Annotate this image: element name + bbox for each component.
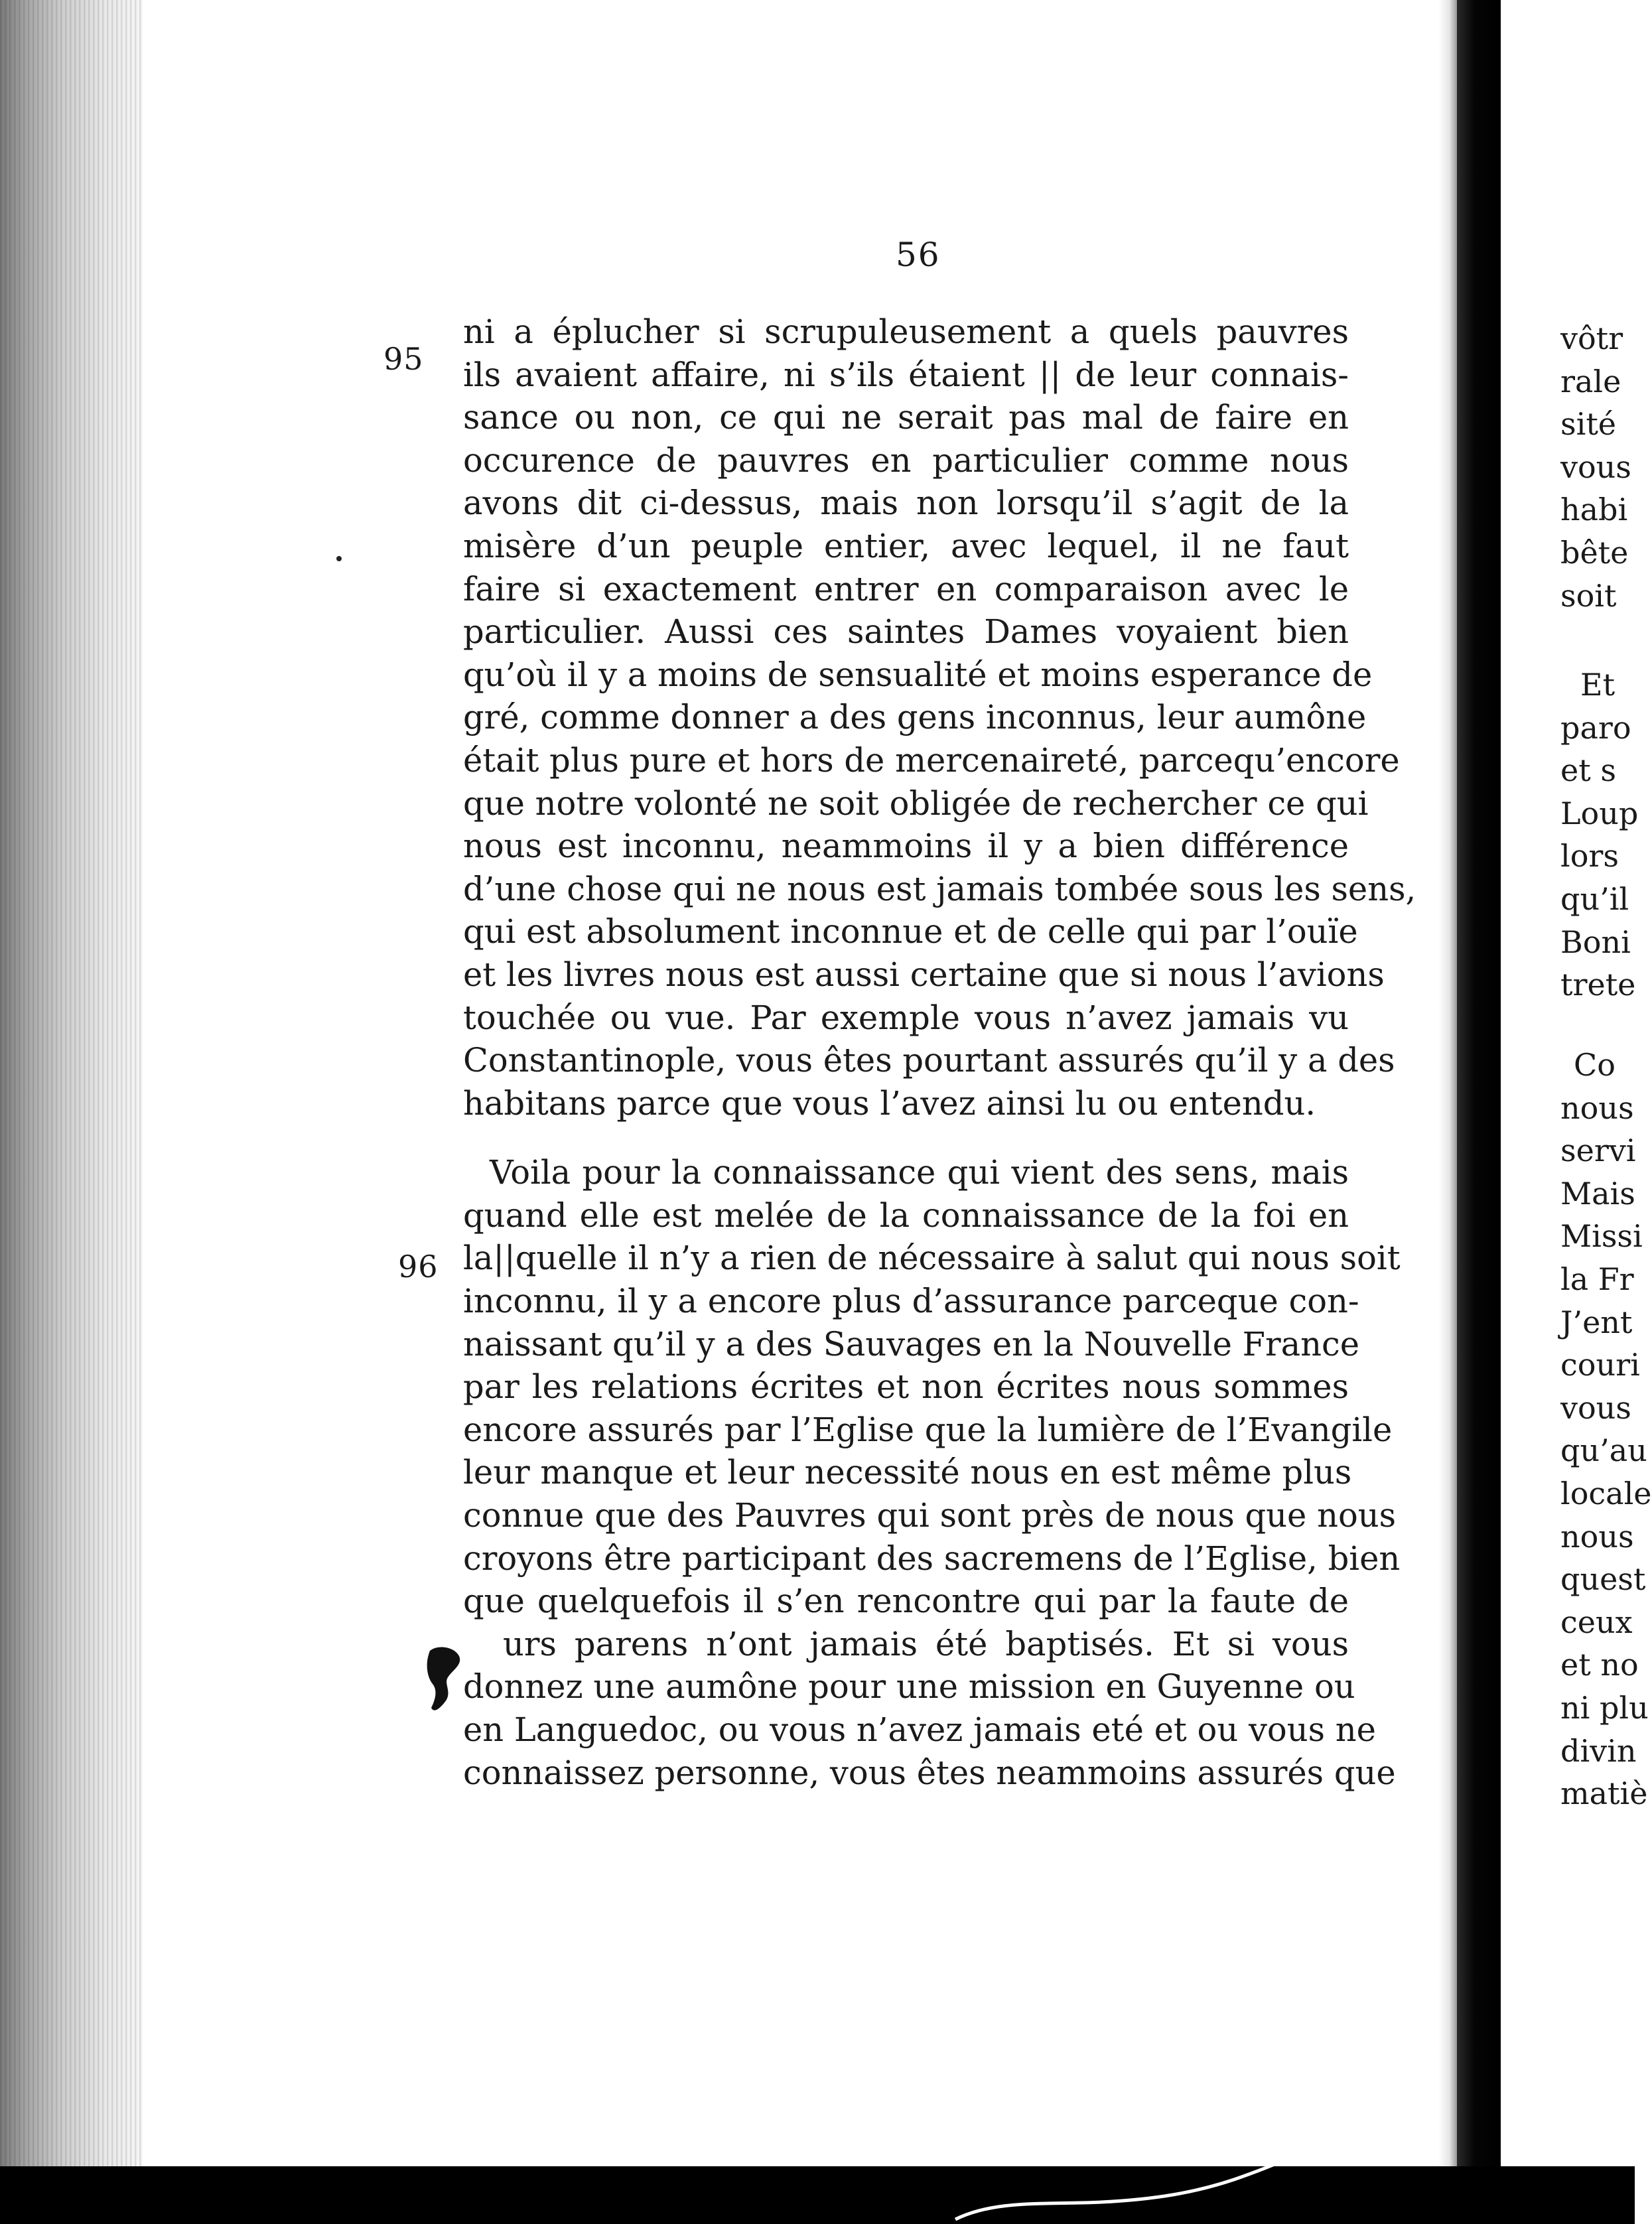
body-text (463, 311, 1416, 1794)
text-line: croyons être participant des sacremens de l’Eglise, bien (463, 1539, 1401, 1578)
margin-line-number: 96 (398, 1249, 439, 1285)
opposite-line: sité (1560, 406, 1617, 443)
opposite-line: bête (1560, 534, 1629, 571)
opposite-line: nous (1560, 1089, 1634, 1126)
ink-blot (425, 1644, 463, 1717)
opposite-line: divin (1560, 1732, 1637, 1769)
text-line: que notre volonté ne soit obligée de rechercher ce qui (463, 784, 1369, 823)
text-line: et les livres nous est aussi certaine que si nous l’avions (463, 955, 1385, 994)
opposite-line: matiè (1560, 1775, 1648, 1812)
text-line: leur manque et leur necessité nous en est même plus (463, 1453, 1352, 1492)
opposite-line: vôtr (1560, 320, 1623, 356)
text-line: encore assurés par l’Eglise que la lumière de l’Evangile (463, 1410, 1393, 1449)
page-edge (1438, 0, 1457, 2224)
text-line: qu’où il y a moins de sensualité et moins esperance de (463, 655, 1373, 694)
text-line: inconnu, il y a encore plus d’assurance parceque con- (463, 1282, 1359, 1321)
opposite-line: J’ent (1560, 1304, 1633, 1340)
text-line: occurence de pauvres en particulier comme nous (463, 441, 1349, 480)
opposite-line: et no (1560, 1647, 1639, 1683)
scan-mark (955, 2153, 1300, 2224)
text-line: ils avaient affaire, ni s’ils étaient || de leur connais- (463, 355, 1349, 394)
text-line: touchée ou vue. Par exemple vous n’avez jamais vu (463, 998, 1349, 1037)
opposite-line: habi (1560, 492, 1628, 528)
text-line: donnez une aumône pour une mission en Guyenne ou (463, 1667, 1355, 1706)
text-line: en Languedoc, ou vous n’avez jamais eté et ou vous ne (463, 1710, 1376, 1749)
opposite-line: Co (1574, 1047, 1616, 1083)
speck (336, 556, 342, 561)
opposite-line: soit (1560, 577, 1617, 614)
opposite-line: Mais (1560, 1175, 1635, 1212)
opposite-line: Boni (1560, 924, 1631, 960)
opposite-line: couri (1560, 1347, 1640, 1383)
opposite-line: ni plu (1560, 1689, 1649, 1726)
text-line: faire si exactement entrer en comparaison avec le (463, 569, 1349, 608)
opposite-line: paro (1560, 709, 1631, 746)
opposite-line: Missi (1560, 1218, 1643, 1255)
text-line: connue que des Pauvres qui sont près de nous que nous (463, 1496, 1397, 1535)
opposite-line: quest (1560, 1561, 1646, 1598)
text-line: était plus pure et hors de mercenaireté, parcequ’encore (463, 740, 1400, 780)
opposite-line: lors (1560, 838, 1619, 874)
text-line: avons dit ci-dessus, mais non lorsqu’il s’agit de la (463, 484, 1349, 523)
opposite-page (1501, 0, 1652, 2166)
text-line: sance ou non, ce qui ne serait pas mal de faire en (463, 398, 1349, 437)
text-line: naissant qu’il y a des Sauvages en la Nouvelle France (463, 1324, 1360, 1363)
opposite-line: ceux (1560, 1604, 1633, 1640)
text-line: Constantinople, vous êtes pourtant assurés qu’il y a des (463, 1041, 1395, 1080)
text-line: que quelquefois il s’en rencontre qui par la faute de (463, 1582, 1349, 1621)
opposite-line: qu’au (1560, 1432, 1647, 1469)
text-line: qui est absolument inconnue et de celle qui par l’ouïe (463, 912, 1358, 951)
book-binding (1457, 0, 1501, 2224)
opposite-line: vous (1560, 1389, 1631, 1426)
text-line: quand elle est melée de la connaissance de la foi en (463, 1196, 1349, 1235)
text-line: nous est inconnu, neammoins il y a bien différence (463, 827, 1349, 866)
scan-gutter (0, 0, 143, 2224)
opposite-line: et s (1560, 752, 1616, 789)
text-line: Voila pour la connaissance qui vient des sens, mais (490, 1153, 1349, 1192)
text-line: par les relations écrites et non écrites nous sommes (463, 1367, 1349, 1407)
text-line: ni a éplucher si scrupuleusement a quels pauvres (463, 313, 1349, 351)
text-line: misère d’un peuple entier, avec lequel, il ne faut (463, 526, 1349, 565)
paragraph (463, 1151, 1401, 1794)
margin-line-number: 95 (383, 341, 424, 377)
opposite-line: locale (1560, 1475, 1652, 1511)
text-line: habitans parce que vous l’avez ainsi lu ou entendu. (463, 1083, 1316, 1123)
opposite-line: vous (1560, 449, 1631, 485)
page-number: 56 (896, 236, 941, 274)
paragraph (463, 311, 1416, 1125)
scan-bottom-edge (0, 2166, 1635, 2224)
opposite-line: la Fr (1560, 1261, 1634, 1297)
opposite-text-block (1560, 1044, 1652, 1815)
text-line: urs parens n’ont jamais été baptisés. Et si vous (503, 1624, 1349, 1663)
opposite-line: servi (1560, 1133, 1636, 1169)
opposite-line: Et (1580, 667, 1616, 703)
text-line: la||quelle il n’y a rien de nécessaire à salut qui nous soit (463, 1239, 1401, 1278)
opposite-line: nous (1560, 1518, 1634, 1555)
text-line: particulier. Aussi ces saintes Dames voyaient bien (463, 612, 1349, 652)
text-line: connaissez personne, vous êtes neammoins assurés que (463, 1753, 1396, 1792)
opposite-text-block (1560, 317, 1631, 617)
text-line: gré, comme donner a des gens inconnus, leur aumône (463, 698, 1367, 737)
text-line: d’une chose qui ne nous est jamais tombée sous les sens, (463, 869, 1416, 908)
opposite-line: rale (1560, 363, 1621, 399)
opposite-line: Loup (1560, 795, 1639, 831)
opposite-line: qu’il (1560, 880, 1629, 917)
opposite-text-block (1560, 663, 1638, 1007)
opposite-line: trete (1560, 967, 1636, 1003)
